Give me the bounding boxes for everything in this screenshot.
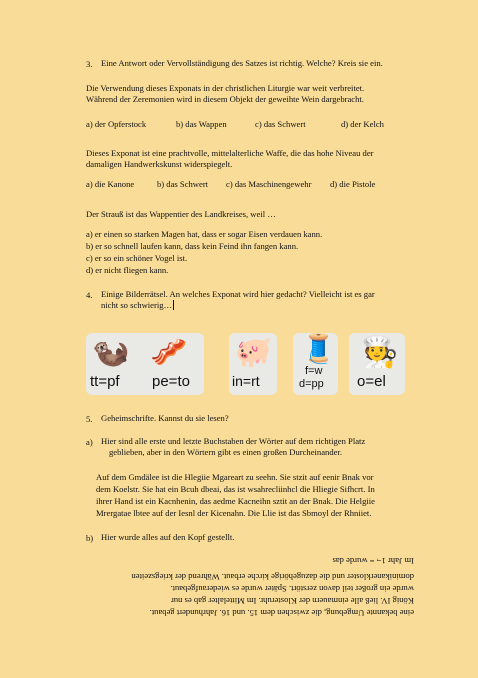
rebus-pig bbox=[229, 333, 277, 395]
q4-line2-text: nicht so schwierig… bbox=[101, 300, 173, 310]
q5b-marker: b) bbox=[86, 533, 94, 543]
pig-icon: 🐖 bbox=[235, 336, 273, 369]
q3-b2-line1: Dieses Exponat ist eine prachtvolle, mittelalterliche Waffe, die das hohe Niveau der bbox=[86, 148, 374, 158]
q5a-line2: geblieben, aber in den Wörtern gibt es einen großen Durcheinander. bbox=[109, 447, 342, 457]
rebus-label-1: tt=pf bbox=[90, 373, 120, 390]
cipher-line-4: Mrergatae lbtee auf der Iesnl der Kicenahn. Die Llie ist das Sbmoyl der Rhniiet. bbox=[96, 508, 372, 518]
thread-icon: 🧵 bbox=[301, 334, 336, 365]
q3-b2-option-c[interactable]: c) das Maschinengewehr bbox=[226, 179, 312, 189]
q3-b3-option-c[interactable]: c) er so ein schöner Vogel ist. bbox=[86, 253, 188, 263]
q5a-marker: a) bbox=[86, 437, 93, 447]
q3-b3-intro: Der Strauß ist das Wappentier des Landkreises, weil … bbox=[86, 209, 276, 219]
rebus-label-4a: f=w bbox=[305, 365, 323, 377]
q3-b3-option-d[interactable]: d) er nicht fliegen kann. bbox=[86, 265, 169, 275]
q3-b2-option-d[interactable]: d) die Pistole bbox=[330, 179, 376, 189]
otter-icon: 🦦 bbox=[92, 336, 130, 369]
q3-number: 3. bbox=[86, 59, 93, 69]
q5a-line1: Hier sind alle erste und letzte Buchstaben der Wörter auf dem richtigen Platz bbox=[101, 436, 366, 446]
q3-b3-option-b[interactable]: b) er so schnell laufen kann, dass kein Feind ihn fangen kann. bbox=[86, 241, 299, 251]
q3-b2-option-b[interactable]: b) das Schwert bbox=[157, 179, 209, 189]
flipped-line-1: Im Jahr 1¬ = wurde das bbox=[332, 556, 414, 566]
q3-question: Eine Antwort oder Vervollständigung des Satzes ist richtig. Welche? Kreis sie ein. bbox=[101, 58, 383, 68]
q3-b2-line2: damaligen Handwerkskunst widerspiegelt. bbox=[86, 159, 233, 169]
q3-b1-option-a[interactable]: a) der Opferstock bbox=[86, 119, 147, 129]
q5-title: Geheimschrifte. Kannst du sie lesen? bbox=[101, 413, 229, 423]
rebus-label-4b: d=pp bbox=[299, 378, 324, 390]
cook-icon: 🧑‍🍳 bbox=[361, 336, 399, 369]
q4-number: 4. bbox=[86, 290, 93, 300]
q3-b1-line2: Während der Zeremonien wird in diesem Objekt der geweihte Wein dargebracht. bbox=[86, 94, 364, 104]
q4-line2 bbox=[101, 300, 174, 312]
q5b-line: Hier wurde alles auf den Kopf gestellt. bbox=[101, 532, 235, 542]
rebus-label-5: o=el bbox=[357, 373, 386, 390]
rebus-cook bbox=[349, 333, 405, 395]
cipher-line-3: ihrer Hand ist ein Kacnhenin, das aedme Kacneihn sztit an der Bnak. Die Helgiie bbox=[96, 496, 375, 506]
flipped-line-4: König IV. ließ alle einmauern der Klosteruhr. Im Mittelalter gab es nur bbox=[170, 596, 414, 606]
rebus-otter-bacon bbox=[86, 333, 204, 395]
q3-b1-option-d[interactable]: d) der Kelch bbox=[341, 119, 384, 129]
flipped-line-3: wurde ein großer teil davon zerstört. Später wurde es wiederaufgebaut. bbox=[170, 584, 414, 594]
flipped-text-block bbox=[96, 554, 414, 618]
q4-line1: Einige Bilderrätsel. An welches Exponat wird hier gedacht? Vielleicht ist es gar bbox=[101, 289, 375, 299]
q3-b2-option-a[interactable]: a) die Kanone bbox=[86, 179, 135, 189]
cipher-line-1: Auf dem Gmdälee ist die Hlegiie Mgareart zu seehn. Sie stzit auf eenir Bnak vor bbox=[96, 472, 374, 482]
rebus-thread bbox=[293, 333, 338, 395]
q5-number: 5. bbox=[86, 414, 93, 424]
q3-b1-line1: Die Verwendung dieses Exponats in der christlichen Liturgie war weit verbreitet. bbox=[86, 83, 365, 93]
q3-b3-option-a[interactable]: a) er einen so starken Magen hat, dass er sogar Eisen verdauen kann. bbox=[86, 229, 323, 239]
q3-b1-option-b[interactable]: b) das Wappen bbox=[176, 119, 227, 129]
q3-b1-option-c[interactable]: c) das Schwert bbox=[255, 119, 306, 129]
rebus-label-2: pe=to bbox=[152, 373, 190, 390]
cipher-line-2: dem Koelstr. Sie hat ein Bcuh dbeai, das ist wsahrecliinhcl die Hliegie Sifhcrt. In bbox=[96, 484, 375, 494]
text-cursor bbox=[173, 300, 174, 310]
flipped-line-2: dominikanerkloster und die dazugehörige kirche erbaut. Während der kriegszeiten bbox=[131, 572, 414, 582]
bacon-icon: 🥓 bbox=[150, 336, 188, 369]
flipped-line-5: eine bekannte Umgebung, die zwischen dem 15. und 16. Jahrhundert gebaut. bbox=[149, 608, 414, 618]
rebus-label-3: in=rt bbox=[232, 373, 260, 389]
